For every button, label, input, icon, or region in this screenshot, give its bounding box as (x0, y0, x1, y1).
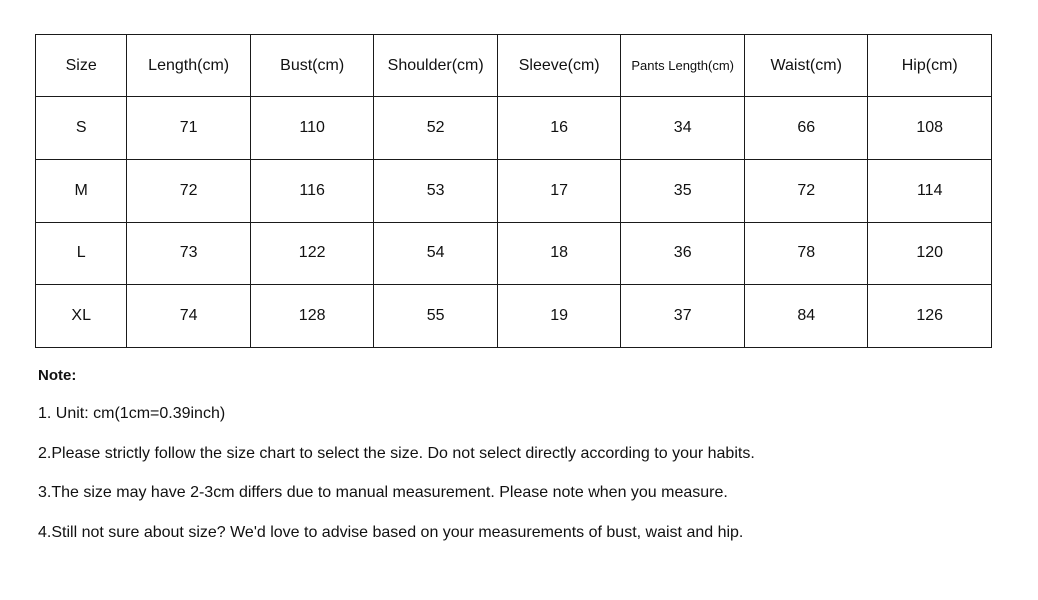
table-cell: 36 (621, 222, 745, 285)
note-item-follow-chart: 2.Please strictly follow the size chart to select the size. Do not select directly according to your habits. (38, 444, 755, 462)
note-item-measurement-error: 3.The size may have 2-3cm differs due to manual measurement. Please note when you measure. (38, 484, 728, 501)
table-cell: 84 (744, 285, 868, 348)
table-header-row (36, 35, 992, 97)
notes-title: Note: (38, 367, 77, 384)
table-cell: 110 (250, 97, 374, 160)
header-length: Length(cm) (127, 35, 251, 97)
table-cell: 74 (127, 285, 251, 348)
table-cell: 16 (497, 97, 621, 160)
table-cell: L (36, 222, 127, 285)
table-cell: 18 (497, 222, 621, 285)
table-row (36, 222, 992, 285)
table-cell: 72 (127, 159, 251, 222)
table-cell: 116 (250, 159, 374, 222)
table-cell: 126 (868, 285, 992, 348)
table-cell: S (36, 97, 127, 160)
table-cell: 120 (868, 222, 992, 285)
note-item-unit: 1. Unit: cm(1cm=0.39inch) (38, 405, 226, 422)
table-cell: 122 (250, 222, 374, 285)
table-cell: 73 (127, 222, 251, 285)
table-cell: 34 (621, 97, 745, 160)
table-cell: 52 (374, 97, 498, 160)
table-cell: 66 (744, 97, 868, 160)
header-waist: Waist(cm) (744, 35, 868, 97)
table-cell: M (36, 159, 127, 222)
header-pants-length: Pants Length(cm) (621, 35, 745, 97)
notes-section (38, 366, 1018, 562)
header-sleeve: Sleeve(cm) (497, 35, 621, 97)
header-bust: Bust(cm) (250, 35, 374, 97)
table-cell: 108 (868, 97, 992, 160)
table-cell: 128 (250, 285, 374, 348)
table-cell: 54 (374, 222, 498, 285)
table-cell: 71 (127, 97, 251, 160)
table-cell: 114 (868, 159, 992, 222)
table-cell: 53 (374, 159, 498, 222)
table-cell: 55 (374, 285, 498, 348)
table-cell: 19 (497, 285, 621, 348)
table-cell: 78 (744, 222, 868, 285)
table-cell: 35 (621, 159, 745, 222)
header-hip: Hip(cm) (868, 35, 992, 97)
table-row (36, 285, 992, 348)
note-item-advice: 4.Still not sure about size? We'd love to advise based on your measurements of bust, waist and hip. (38, 523, 744, 541)
size-chart-table (35, 34, 992, 348)
table-row (36, 97, 992, 160)
header-size: Size (36, 35, 127, 97)
table-row (36, 159, 992, 222)
notes-list (38, 404, 1018, 543)
table-cell: 72 (744, 159, 868, 222)
header-shoulder: Shoulder(cm) (374, 35, 498, 97)
table-cell: 17 (497, 159, 621, 222)
table-cell: XL (36, 285, 127, 348)
table-cell: 37 (621, 285, 745, 348)
